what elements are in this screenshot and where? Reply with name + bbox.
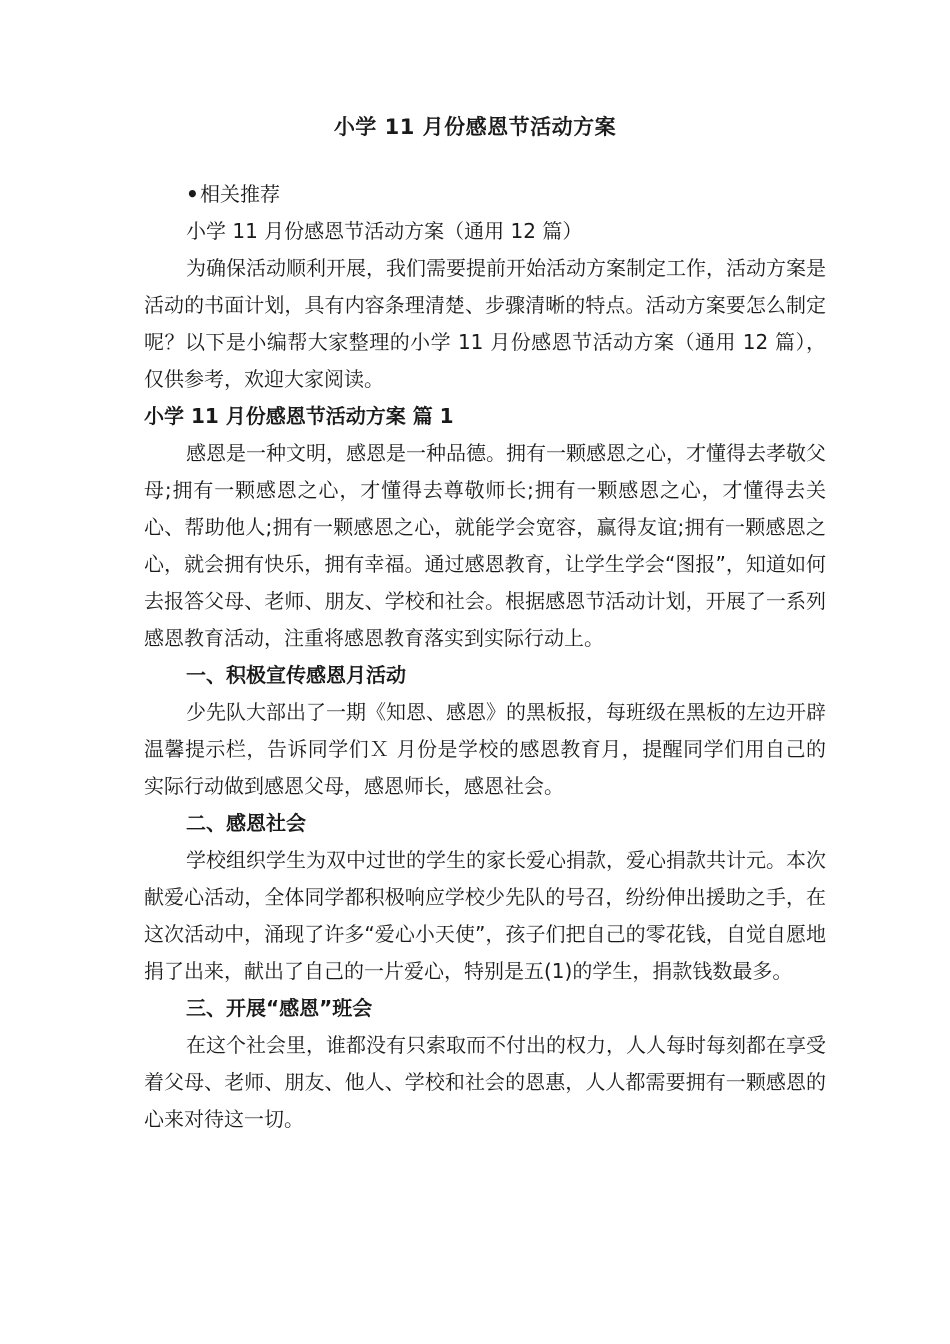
document-title: 小学 11 月份感恩节活动方案	[333, 115, 617, 139]
item3-heading: 三、开展“感恩”班会	[186, 996, 373, 1020]
section-heading: 小学 11 月份感恩节活动方案 篇 1	[144, 404, 454, 428]
item2-heading: 二、感恩社会	[186, 811, 306, 835]
item1-heading: 一、积极宣传感恩月活动	[186, 663, 406, 687]
document-body	[144, 176, 826, 1138]
recommend-link[interactable]: 小学 11 月份感恩节活动方案（通用 12 篇）	[186, 219, 583, 243]
bullet-icon: •	[186, 182, 199, 206]
recommend-label: 相关推荐	[200, 182, 280, 206]
item2-paragraph: 学校组织学生为双中过世的学生的家长爱心捐款，爱心捐款共计元。本次献爱心活动，全体同学都积极响应学校少先队的号召，纷纷伸出援助之手，在这次活动中，涌现了许多“爱心小天使”，孩子们把自己的零花钱，自觉自愿地捐了出来，献出了自己的一片爱心，特别是五(1)的学生，捐款钱数最多。	[144, 848, 826, 983]
section-intro-paragraph: 感恩是一种文明，感恩是一种品德。拥有一颗感恩之心，才懂得去孝敬父母;拥有一颗感恩之心，才懂得去尊敬师长;拥有一颗感恩之心，才懂得去关心、帮助他人;拥有一颗感恩之心，就能学会宽容，赢得友谊;拥有一颗感恩之心，就会拥有快乐，拥有幸福。通过感恩教育，让学生学会“图报”，知道如何去报答父母、老师、朋友、学校和社会。根据感恩节活动计划，开展了一系列感恩教育活动，注重将感恩教育落实到实际行动上。	[144, 441, 826, 650]
recommend-row	[144, 176, 826, 213]
item1-paragraph: 少先队大部出了一期《知恩、感恩》的黑板报，每班级在黑板的左边开辟温馨提示栏，告诉同学们Ｘ 月份是学校的感恩教育月，提醒同学们用自己的实际行动做到感恩父母，感恩师长，感恩社会。	[144, 700, 826, 798]
intro-paragraph: 为确保活动顺利开展，我们需要提前开始活动方案制定工作，活动方案是活动的书面计划，具有内容条理清楚、步骤清晰的特点。活动方案要怎么制定呢？以下是小编帮大家整理的小学 11 月份感恩节活动方案（通用 12 篇），仅供参考，欢迎大家阅读。	[144, 256, 826, 391]
item3-paragraph: 在这个社会里，谁都没有只索取而不付出的权力，人人每时每刻都在享受着父母、老师、朋友、他人、学校和社会的恩惠，人人都需要拥有一颗感恩的心来对待这一切。	[144, 1033, 826, 1131]
